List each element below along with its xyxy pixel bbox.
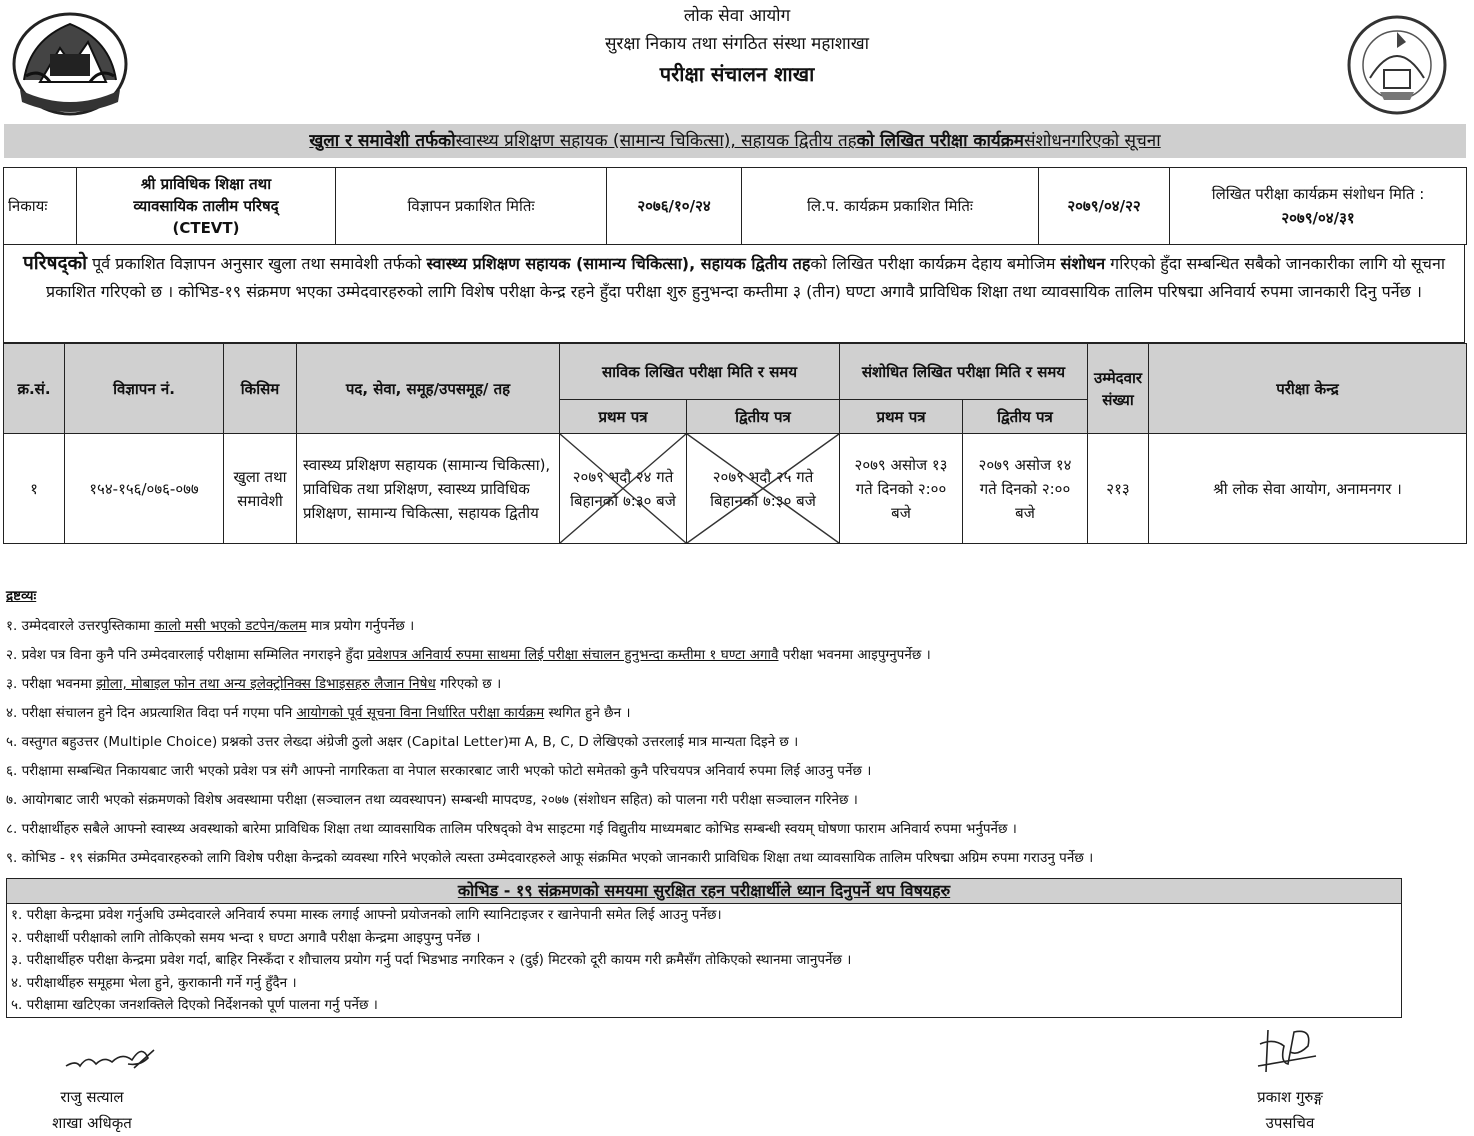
row-old-paper2: २०७९ भदौ २५ गते बिहानको ७:३० बजे	[687, 434, 840, 544]
table-row	[4, 434, 1467, 544]
row-new-paper2: २०७९ असोज १४ गते दिनको २:०० बजे	[963, 434, 1088, 544]
row-ad-no: १५४-१५६/०७६-०७७	[65, 434, 224, 544]
signature-left-icon	[62, 1040, 162, 1076]
row-old-paper1: २०७९ भदौ २४ गते बिहानको ७:३० बजे	[560, 434, 687, 544]
covid-item: ५. परीक्षामा खटिएका जनशक्तिले दिएको निर्देशनको पूर्ण पालना गर्नु पर्नेछ ।	[11, 997, 378, 1013]
notes-section	[6, 586, 1306, 873]
nikaya-label: निकायः	[4, 168, 77, 245]
note-item: १. उम्मेदवारले उत्तरपुस्तिकामा कालो मसी भएको डटपेन/कलम मात्र प्रयोग गर्नुपर्नेछ ।	[6, 618, 415, 634]
col-new-paper1: प्रथम पत्र	[840, 400, 963, 434]
note-item: ९. कोभिड - १९ संक्रमित उम्मेदवारहरुको लागि विशेष परीक्षा केन्द्रको व्यवस्था गरिने भएकोले त्यस्ता उम्मेदवारहरुले आफू संक्रमित भएको जानकारी प्राविधिक शिक्षा तथा व्यावसायिक तालिम परिषद्मा अग्रिम रुपमा गराउनु पर्नेछ ।	[6, 850, 1094, 866]
col-sn: क्र.सं.	[4, 344, 65, 434]
signatory-right-title: उपसचिव	[1265, 1114, 1315, 1132]
signatory-right-name: प्रकाश गुरुङ्ग	[1257, 1088, 1323, 1106]
row-post: स्वास्थ्य प्रशिक्षण सहायक (सामान्य चिकित्सा), प्राविधिक तथा प्रशिक्षण, स्वास्थ्य प्राविधिक प्रशिक्षण, सामान्य चिकित्सा, सहायक द्वितीय	[297, 434, 560, 544]
col-post: पद, सेवा, समूह/उपसमूह/ तह	[297, 344, 560, 434]
strike-cross-icon	[687, 434, 839, 543]
org-name: लोक सेवा आयोग	[683, 6, 791, 26]
covid-title: कोभिड - १९ संक्रमणको समयमा सुरक्षित रहन परीक्षार्थीले ध्यान दिनुपर्ने थप विषयहरु	[7, 879, 1401, 904]
col-old-schedule: साविक लिखित परीक्षा मिति र समय	[560, 344, 840, 400]
note-item: २. प्रवेश पत्र विना कुनै पनि उम्मेदवारलाई परीक्षामा सम्मिलित नगराइने हुँदा प्रवेशपत्र अनिवार्य रुपमा साथमा लिई परीक्षा संचालन हुनुभन्दा कम्तीमा १ घण्टा अगावै परीक्षा भवनमा आइपुग्नुपर्नेछ ।	[6, 647, 931, 663]
revision-date-cell: लिखित परीक्षा कार्यक्रम संशोधन मिति : २०७९/०४/३१	[1170, 168, 1467, 245]
col-old-paper1: प्रथम पत्र	[560, 400, 687, 434]
note-item: ६. परीक्षामा सम्बन्धित निकायबाट जारी भएको प्रवेश पत्र संगै आफ्नो नागरिकता वा नेपाल सरकारबाट जारी भएको फोटो समेतको कुनै परिचयपत्र अनिवार्य रुपमा लिई आउनु पर्नेछ ।	[6, 763, 872, 779]
notes-title: द्रष्टव्यः	[6, 588, 37, 604]
page-header	[0, 0, 1474, 88]
note-item: ५. वस्तुगत बहुउत्तर (Multiple Choice) प्रश्नको उत्तर लेख्दा अंग्रेजी ठुलो अक्षर (Capital Letter)मा A, B, C, D लेखिएको उत्तरलाई मात्र मान्यता दिइने छ ।	[6, 734, 799, 750]
note-item: ७. आयोगबाट जारी भएको संक्रमणको विशेष अवस्थामा परीक्षा (सञ्चालन तथा व्यवस्थापन) सम्बन्धी मापदण्ड, २०७७ (संशोधन सहित) को पालना गरी परीक्षा सञ्चालन गरिनेछ ।	[6, 792, 858, 808]
col-new-schedule: संशोधित लिखित परीक्षा मिति र समय	[840, 344, 1088, 400]
row-sn: १	[4, 434, 65, 544]
row-center: श्री लोक सेवा आयोग, अनामनगर ।	[1149, 434, 1467, 544]
exam-schedule-table	[3, 343, 1467, 544]
signature-left	[30, 1084, 154, 1136]
col-ad-no: विज्ञापन नं.	[65, 344, 224, 434]
section-name: परीक्षा संचालन शाखा	[659, 62, 815, 86]
covid-guidelines-box	[6, 878, 1402, 1018]
note-item: ४. परीक्षा संचालन हुने दिन अप्रत्याशित विदा पर्न गएमा पनि आयोगको पूर्व सूचना विना निर्धारित परीक्षा कार्यक्रम स्थगित हुने छैन ।	[6, 705, 631, 721]
row-type: खुला तथा समावेशी	[224, 434, 297, 544]
col-new-paper2: द्वितीय पत्र	[963, 400, 1088, 434]
signatory-left-name: राजु सत्याल	[60, 1088, 124, 1106]
col-candidates: उम्मेदवार संख्या	[1088, 344, 1149, 434]
ad-published-label: विज्ञापन प्रकाशित मितिः	[336, 168, 607, 245]
notice-paragraph: परिषद्को पूर्व प्रकाशित विज्ञापन अनुसार खुला तथा समावेशी तर्फको स्वास्थ्य प्रशिक्षण सहायक (सामान्य चिकित्सा), सहायक द्वितीय तहको लिखित परीक्षा कार्यक्रम देहाय बमोजिम संशोधन गरिएको हुँदा सम्बन्धित सबैको जानकारीका लागि यो सूचना प्रकाशित गरिएको छ । कोभिड-१९ संक्रमण भएका उम्मेदवारहरुको लागि विशेष परीक्षा केन्द्र रहने हुँदा परीक्षा शुरु हुनुभन्दा कम्तीमा ३ (तीन) घण्टा अगावै प्राविधिक शिक्षा तथा व्यावसायिक तालिम परिषद्मा अनिवार्य रुपमा जानकारी दिनु पर्नेछ ।	[3, 244, 1465, 343]
program-published-date: २०७९/०४/२२	[1039, 168, 1170, 245]
strike-cross-icon	[560, 434, 686, 543]
note-item: ८. परीक्षार्थीहरु सबैले आफ्नो स्वास्थ्य अवस्थाको बारेमा प्राविधिक शिक्षा तथा व्यावसायिक तालिम परिषद्को वेभ साइटमा गई विद्युतीय माध्यमबाट कोभिड सम्बन्धी स्वयम् घोषणा फाराम अनिवार्य रुपमा भर्नुपर्नेछ ।	[6, 821, 1017, 837]
division-name: सुरक्षा निकाय तथा संगठित संस्था महाशाखा	[604, 34, 870, 54]
signature-right-icon	[1254, 1022, 1324, 1078]
info-table	[3, 167, 1467, 245]
psc-seal-icon	[1346, 14, 1448, 116]
col-old-paper2: द्वितीय पत्र	[687, 400, 840, 434]
col-type: किसिम	[224, 344, 297, 434]
row-candidates: २१३	[1088, 434, 1149, 544]
signature-right	[1224, 1084, 1356, 1136]
covid-item: ४. परीक्षार्थीहरु समूहमा भेला हुने, कुराकानी गर्ने गर्नु हुँदैन ।	[11, 974, 297, 991]
covid-item: ३. परीक्षार्थीहरु परीक्षा केन्द्रमा प्रवेश गर्दा, बाहिर निस्कँदा र शौचालय प्रयोग गर्नु पर्दा भिडभाड नगरिकन २ (दुई) मिटरको दूरी कायम गरी क्रमैसँग तोकिएको स्थानमा जानुपर्नेछ ।	[11, 952, 852, 968]
signatory-left-title: शाखा अधिकृत	[52, 1114, 132, 1132]
program-published-label: लि.प. कार्यक्रम प्रकाशित मितिः	[742, 168, 1039, 245]
col-center: परीक्षा केन्द्र	[1149, 344, 1467, 434]
ad-published-date: २०७६/१०/२४	[607, 168, 742, 245]
nepal-emblem-icon	[10, 10, 130, 118]
covid-item: २. परीक्षार्थी परीक्षाको लागि तोकिएको समय भन्दा १ घण्टा अगावै परीक्षा केन्द्रमा आइपुग्नु पर्नेछ ।	[11, 929, 481, 946]
covid-item: १. परीक्षा केन्द्रमा प्रवेश गर्नुअघि उम्मेदवारले अनिवार्य रुपमा मास्क लगाई आफ्नो प्रयोजनको लागि स्यानिटाइजर र खानेपानी समेत लिई आउनु पर्नेछ।	[11, 907, 722, 923]
notice-title: खुला र समावेशी तर्फकोस्वास्थ्य प्रशिक्षण सहायक (सामान्य चिकित्सा), सहायक द्वितीय तहको लिखित परीक्षा कार्यक्रमसंशोधनगरिएको सूचना	[4, 124, 1466, 158]
row-new-paper1: २०७९ असोज १३ गते दिनको २:०० बजे	[840, 434, 963, 544]
note-item: ३. परीक्षा भवनमा झोला, मोबाइल फोन तथा अन्य इलेक्ट्रोनिक्स डिभाइसहरु लैजान निषेध गरिएको छ ।	[6, 676, 502, 692]
nikaya-value: श्री प्राविधिक शिक्षा तथा व्यावसायिक तालीम परिषद् (CTEVT)	[77, 168, 336, 245]
